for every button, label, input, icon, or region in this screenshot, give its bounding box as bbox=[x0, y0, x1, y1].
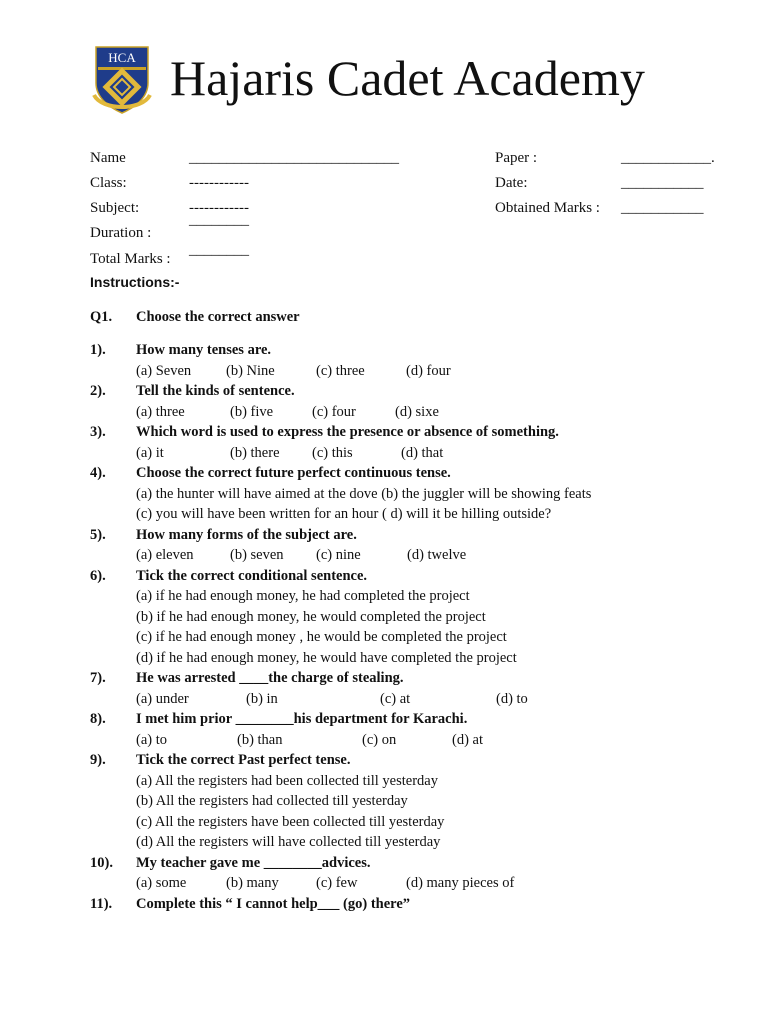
field-blank: ___________ bbox=[621, 175, 704, 191]
question-stem: How many forms of the subject are. bbox=[136, 526, 357, 543]
question-stem: Choose the correct future perfect continuous tense. bbox=[136, 465, 451, 481]
option-row bbox=[136, 873, 716, 894]
field-label: Class: bbox=[90, 175, 127, 191]
option: (d) at bbox=[452, 731, 483, 748]
option: (d) that bbox=[401, 444, 444, 461]
field-label: Obtained Marks : bbox=[495, 200, 600, 216]
option-row bbox=[136, 443, 716, 464]
question-body bbox=[136, 463, 716, 525]
question-body bbox=[136, 894, 716, 915]
field-blank: ________ bbox=[189, 212, 249, 228]
question-body bbox=[136, 750, 716, 853]
option-row bbox=[136, 689, 716, 710]
field-blank: ____________. bbox=[621, 150, 715, 166]
option-line: (d) All the registers will have collected till yesterday bbox=[136, 834, 441, 850]
question-stem: Tick the correct Past perfect tense. bbox=[136, 752, 351, 768]
option: (b) seven bbox=[230, 547, 284, 563]
field-blank: ------------ bbox=[189, 175, 249, 191]
field-label: Subject: bbox=[90, 200, 140, 216]
option: (c) nine bbox=[316, 547, 361, 563]
school-crest-logo bbox=[92, 45, 152, 117]
question-body bbox=[136, 668, 716, 709]
logo-text: HCA bbox=[108, 50, 136, 65]
option: (b) many bbox=[226, 875, 279, 891]
option: (b) five bbox=[230, 403, 274, 420]
question-number: 4). bbox=[90, 465, 106, 481]
option-row bbox=[136, 545, 716, 566]
section-title: Choose the correct answer bbox=[136, 309, 300, 325]
question-stem: How many tenses are. bbox=[136, 342, 272, 358]
option: (b) in bbox=[246, 690, 278, 707]
option: (c) three bbox=[316, 362, 365, 379]
field-blank: ________ bbox=[189, 242, 249, 258]
question-stem: Tick the correct conditional sentence. bbox=[136, 567, 368, 584]
question-body bbox=[136, 525, 716, 566]
question-body bbox=[136, 422, 716, 463]
option: (d) twelve bbox=[407, 547, 467, 563]
field-blank: ------------ bbox=[189, 200, 249, 216]
option-line: (d) if he had enough money, he would have completed the project bbox=[136, 649, 517, 666]
option: (a) some bbox=[136, 875, 187, 891]
option: (a) Seven bbox=[136, 362, 192, 379]
option: (d) many pieces of bbox=[406, 875, 515, 891]
section-number: Q1. bbox=[90, 309, 113, 325]
question-stem: I met him prior ________his department for Karachi. bbox=[136, 711, 468, 727]
field-label: Date: bbox=[495, 175, 528, 191]
option: (b) than bbox=[237, 731, 283, 748]
option: (a) under bbox=[136, 690, 189, 707]
option: (c) this bbox=[312, 444, 353, 461]
option: (a) three bbox=[136, 403, 185, 420]
option-line: (b) if he had enough money, he would completed the project bbox=[136, 608, 486, 625]
question-body bbox=[136, 853, 716, 894]
option-row bbox=[136, 730, 716, 751]
field-label: Paper : bbox=[495, 150, 538, 166]
field-blank: ____________________________ bbox=[189, 150, 399, 166]
question-number: 8). bbox=[90, 711, 106, 727]
option-row bbox=[136, 361, 716, 382]
option-line: (a) if he had enough money, he had completed the project bbox=[136, 588, 470, 604]
question-number: 11). bbox=[90, 895, 113, 912]
option: (c) on bbox=[362, 731, 397, 748]
option: (d) sixe bbox=[395, 403, 439, 420]
question-number: 7). bbox=[90, 670, 106, 686]
question-stem: Complete this “ I cannot help___ (go) there” bbox=[136, 895, 411, 912]
option-line: (b) All the registers had collected till yesterday bbox=[136, 793, 408, 809]
question-body bbox=[136, 381, 716, 422]
question-number: 3). bbox=[90, 424, 106, 440]
question-number: 9). bbox=[90, 752, 106, 768]
option: (b) there bbox=[230, 444, 280, 461]
question-number: 1). bbox=[90, 342, 106, 358]
option: (a) it bbox=[136, 444, 164, 461]
field-label: Name bbox=[90, 150, 126, 166]
option: (a) eleven bbox=[136, 547, 194, 563]
option: (c) four bbox=[312, 403, 356, 420]
school-name: Hajaris Cadet Academy bbox=[170, 50, 645, 106]
question-stem: My teacher gave me ________advices. bbox=[136, 854, 371, 871]
option: (d) to bbox=[496, 690, 528, 707]
option: (c) few bbox=[316, 875, 358, 891]
option: (a) to bbox=[136, 731, 167, 748]
question-stem: Which word is used to express the presence or absence of something. bbox=[136, 424, 559, 440]
option-line: (c) All the registers have been collected till yesterday bbox=[136, 813, 445, 830]
option: (b) Nine bbox=[226, 362, 275, 379]
question-stem: He was arrested ____the charge of stealing. bbox=[136, 670, 404, 686]
question-number: 2). bbox=[90, 383, 106, 399]
field-label: Duration : bbox=[90, 225, 152, 241]
option-line: (a) the hunter will have aimed at the dove (b) the juggler will be showing feats bbox=[136, 485, 592, 502]
instructions-label: Instructions:- bbox=[90, 274, 180, 290]
question-number: 6). bbox=[90, 567, 106, 584]
option: (d) four bbox=[406, 362, 451, 379]
option-line: (c) you will have been written for an hour ( d) will it be hilling outside? bbox=[136, 506, 552, 522]
option-line: (a) All the registers had been collected till yesterday bbox=[136, 772, 438, 789]
option-row bbox=[136, 402, 716, 423]
question-number: 5). bbox=[90, 526, 106, 543]
option-line: (c) if he had enough money , he would be completed the project bbox=[136, 629, 507, 645]
question-number: 10). bbox=[90, 854, 113, 871]
field-blank: ___________ bbox=[621, 200, 704, 216]
question-body bbox=[136, 709, 716, 750]
question-body bbox=[136, 566, 716, 669]
question-body bbox=[136, 340, 716, 381]
option: (c) at bbox=[380, 690, 411, 707]
question-stem: Tell the kinds of sentence. bbox=[136, 383, 295, 399]
field-label: Total Marks : bbox=[90, 251, 171, 267]
